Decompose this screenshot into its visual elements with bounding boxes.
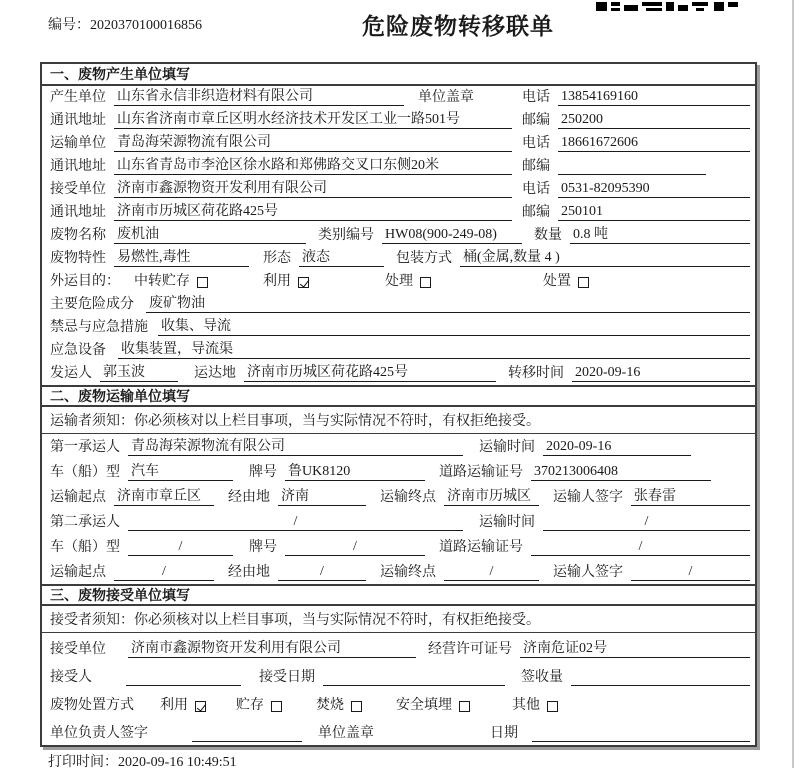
carrier1-origin-field: 济南市章丘区 xyxy=(114,485,214,506)
print-time-value: 2020-09-16 10:49:51 xyxy=(118,755,237,768)
waste-form-field: 液态 xyxy=(299,246,384,267)
carrier1-vehicle-label: 车（船）型 xyxy=(50,465,120,480)
purpose-option-utilize xyxy=(263,270,309,290)
transfer-time-label: 转移时间 xyxy=(508,366,564,381)
producer-label: 产生单位 xyxy=(50,90,106,105)
producer-address-label: 通讯地址 xyxy=(50,113,106,128)
receiver-address-label: 通讯地址 xyxy=(50,205,106,220)
row-acceptor xyxy=(42,661,755,689)
accept-date-label: 接受日期 xyxy=(259,670,315,685)
checkbox-label: 利用 xyxy=(263,274,291,289)
producer-address-field: 山东省济南市章丘区明水经济技术开发区工业一路501号 xyxy=(114,108,512,129)
carrier2-time-label: 运输时间 xyxy=(479,515,535,530)
row-emergency-measures xyxy=(42,316,755,339)
unit-seal-label: 单位盖章 xyxy=(418,90,474,105)
purpose-option-dispose xyxy=(543,270,589,290)
row-carrier2-vehicle xyxy=(42,534,755,559)
row-waste-traits xyxy=(42,247,755,270)
disposal-option-utilize xyxy=(160,694,206,714)
carrier2-vehicle-field: / xyxy=(128,539,233,556)
disposal-label: 废物处置方式 xyxy=(50,698,134,713)
section1-header: 一、废物产生单位填写 xyxy=(42,64,755,86)
receipt-qty-label: 签收量 xyxy=(521,670,563,685)
section-transport xyxy=(42,385,755,584)
receiver-address-field: 济南市历城区荷花路425号 xyxy=(114,200,512,221)
carrier1-time-label: 运输时间 xyxy=(479,440,535,455)
acceptor-field xyxy=(126,685,241,686)
unit-seal2-label: 单位盖章 xyxy=(318,726,374,741)
carrier1-sign-field: 张春雷 xyxy=(631,485,750,506)
producer-name-field: 山东省永信非织造材料有限公司 xyxy=(114,85,404,106)
carrier1-sign-label: 运输人签字 xyxy=(553,490,623,505)
purpose-option-treat xyxy=(385,270,431,290)
carrier1-via-field: 济南 xyxy=(278,485,366,506)
checkbox-label: 焚烧 xyxy=(316,698,344,713)
transfer-time-field: 2020-09-16 xyxy=(572,365,750,382)
carrier1-time-field: 2020-09-16 xyxy=(543,439,691,456)
hazard-label: 主要危险成分 xyxy=(50,297,134,312)
transporter-zip-field xyxy=(558,174,706,175)
waste-traits-label: 废物特性 xyxy=(50,251,106,266)
carrier1-plate-label: 牌号 xyxy=(249,465,277,480)
carrier2-label: 第二承运人 xyxy=(50,515,120,530)
carrier2-plate-label: 牌号 xyxy=(249,540,277,555)
hazard-field: 废矿物油 xyxy=(146,292,750,313)
print-time-row xyxy=(48,751,237,768)
row-dispatch xyxy=(42,362,755,385)
section3-header: 三、废物接受单位填写 xyxy=(42,584,755,606)
waste-qty-field: 0.8 吨 xyxy=(570,223,750,244)
row-carrier2-route xyxy=(42,559,755,584)
disposal-option-landfill xyxy=(396,694,470,714)
row-carrier1-vehicle xyxy=(42,459,755,484)
carrier2-via-label: 经由地 xyxy=(228,565,270,580)
row-carrier2-name xyxy=(42,509,755,534)
receiver-notice: 接受者须知：你必须核对以上栏目事项，当与实际情况不符时，有权拒绝接受。 xyxy=(42,606,755,633)
producer-zip-field: 250200 xyxy=(558,112,750,129)
packing-label: 包装方式 xyxy=(396,251,452,266)
transporter-notice: 运输者须知：你必须核对以上栏目事项，当与实际情况不符时，有权拒绝接受。 xyxy=(42,407,755,434)
carrier1-dest-label: 运输终点 xyxy=(380,490,436,505)
waste-category-field: HW08(900-249-08) xyxy=(382,227,522,244)
measures-field: 收集、导流 xyxy=(158,315,750,336)
checkbox-label: 利用 xyxy=(160,698,188,713)
purpose-label: 外运目的： xyxy=(50,274,120,289)
checkbox-icon xyxy=(578,277,589,288)
page-edge-divider xyxy=(792,0,794,768)
row-carrier1-name xyxy=(42,434,755,459)
responsible-sign-field xyxy=(192,741,302,742)
checkbox-label: 处理 xyxy=(385,274,413,289)
producer-zip-label: 邮编 xyxy=(522,113,550,128)
purpose-option-storage xyxy=(134,270,208,290)
carrier2-sign-label: 运输人签字 xyxy=(553,565,623,580)
disposal-option-other xyxy=(512,694,558,714)
row-carrier1-route xyxy=(42,484,755,509)
form-table xyxy=(40,62,757,747)
checkbox-icon xyxy=(195,701,206,712)
carrier2-name-field: / xyxy=(128,514,463,531)
measures-label: 禁忌与应急措施 xyxy=(50,320,148,335)
checkbox-icon xyxy=(547,701,558,712)
carrier2-dest-field: / xyxy=(444,564,539,581)
waste-traits-field: 易燃性,毒性 xyxy=(114,246,249,267)
row-disposal-method xyxy=(42,689,755,717)
row-waste-name xyxy=(42,224,755,247)
checkbox-label: 贮存 xyxy=(236,698,264,713)
destination-field: 济南市历城区荷花路425号 xyxy=(244,361,496,382)
carrier2-license-label: 道路运输证号 xyxy=(439,540,523,555)
carrier2-sign-field: / xyxy=(631,564,750,581)
receiver-zip-label: 邮编 xyxy=(522,205,550,220)
page-title: 危险废物转移联单 xyxy=(362,14,554,39)
section-producer xyxy=(42,64,755,385)
receipt-qty-field xyxy=(571,685,750,686)
responsible-sign-label: 单位负责人签字 xyxy=(50,726,148,741)
sign-date-field xyxy=(532,741,750,742)
transporter-name-field: 青岛海荣源物流有限公司 xyxy=(114,131,512,152)
transporter-zip-label: 邮编 xyxy=(522,159,550,174)
carrier2-dest-label: 运输终点 xyxy=(380,565,436,580)
row-producer-address xyxy=(42,109,755,132)
receive-unit-field: 济南市鑫源物资开发利用有限公司 xyxy=(128,637,416,658)
carrier1-origin-label: 运输起点 xyxy=(50,490,106,505)
checkbox-label: 其他 xyxy=(512,698,540,713)
carrier2-plate-field: / xyxy=(285,539,425,556)
transporter-address-field: 山东省青岛市李沧区徐水路和郑佛路交叉口东侧20米 xyxy=(114,154,512,175)
checkbox-label: 安全填埋 xyxy=(396,698,452,713)
carrier1-label: 第一承运人 xyxy=(50,440,120,455)
carrier2-origin-field: / xyxy=(114,564,214,581)
carrier1-license-field: 370213006408 xyxy=(531,464,711,481)
receiver-phone-label: 电话 xyxy=(522,182,550,197)
permit-field: 济南危证02号 xyxy=(520,637,750,658)
checkbox-label: 处置 xyxy=(543,274,571,289)
serial-label: 编号： xyxy=(48,18,90,33)
disposal-option-incinerate xyxy=(316,694,362,714)
carrier1-vehicle-field: 汽车 xyxy=(128,460,233,481)
waste-name-label: 废物名称 xyxy=(50,228,106,243)
accept-date-field xyxy=(323,685,505,686)
receiver-label: 接受单位 xyxy=(50,182,106,197)
checkbox-icon xyxy=(459,701,470,712)
receiver-zip-field: 250101 xyxy=(558,204,750,221)
row-receiver-unit xyxy=(42,178,755,201)
checkbox-icon xyxy=(420,277,431,288)
document-header xyxy=(40,8,756,38)
checkbox-icon xyxy=(351,701,362,712)
carrier2-origin-label: 运输起点 xyxy=(50,565,106,580)
equipment-field: 收集装置，导流渠 xyxy=(118,338,750,359)
transporter-label: 运输单位 xyxy=(50,136,106,151)
row-producer-unit xyxy=(42,86,755,109)
receiver-phone-field: 0531-82095390 xyxy=(558,181,750,198)
transporter-address-label: 通讯地址 xyxy=(50,159,106,174)
row-transfer-purpose xyxy=(42,270,755,293)
row-hazard-components xyxy=(42,293,755,316)
sender-label: 发运人 xyxy=(50,366,92,381)
row-responsible-signature xyxy=(42,717,755,745)
acceptor-label: 接受人 xyxy=(50,670,92,685)
carrier1-plate-field: 鲁UK8120 xyxy=(285,460,425,481)
destination-label: 运达地 xyxy=(194,366,236,381)
carrier1-name-field: 青岛海荣源物流有限公司 xyxy=(128,435,463,456)
carrier1-via-label: 经由地 xyxy=(228,490,270,505)
producer-phone-field: 13854169160 xyxy=(558,89,750,106)
transporter-phone-label: 电话 xyxy=(522,136,550,151)
row-receiver-address xyxy=(42,201,755,224)
equipment-label: 应急设备 xyxy=(50,343,106,358)
serial-number: 2020370100016856 xyxy=(90,18,202,33)
checkbox-icon xyxy=(271,701,282,712)
permit-label: 经营许可证号 xyxy=(428,642,512,657)
row-transporter-unit xyxy=(42,132,755,155)
transporter-phone-field: 18661672606 xyxy=(558,135,750,152)
receiver-name-field: 济南市鑫源物资开发利用有限公司 xyxy=(114,177,512,198)
checkbox-label: 中转贮存 xyxy=(134,274,190,289)
carrier2-vehicle-label: 车（船）型 xyxy=(50,540,120,555)
packing-field: 桶(金属,数量 4 ) xyxy=(460,246,750,267)
waste-form-label: 形态 xyxy=(263,251,291,266)
carrier1-dest-field: 济南市历城区 xyxy=(444,485,539,506)
row-receive-unit xyxy=(42,633,755,661)
section2-header: 二、废物运输单位填写 xyxy=(42,385,755,407)
checkbox-icon xyxy=(298,277,309,288)
section-receive xyxy=(42,584,755,745)
sender-field: 郭玉波 xyxy=(100,361,178,382)
carrier1-license-label: 道路运输证号 xyxy=(439,465,523,480)
receive-unit-label: 接受单位 xyxy=(50,642,106,657)
producer-phone-label: 电话 xyxy=(522,90,550,105)
disposal-option-store xyxy=(236,694,282,714)
carrier2-via-field: / xyxy=(278,564,366,581)
row-emergency-equipment xyxy=(42,339,755,362)
waste-category-label: 类别编号 xyxy=(318,228,374,243)
waste-qty-label: 数量 xyxy=(534,228,562,243)
carrier2-license-field: / xyxy=(531,539,750,556)
print-time-label: 打印时间： xyxy=(48,755,118,768)
checkbox-icon xyxy=(197,277,208,288)
sign-date-label: 日期 xyxy=(490,726,518,741)
row-transporter-address xyxy=(42,155,755,178)
carrier2-time-field: / xyxy=(543,514,750,531)
waste-name-field: 废机油 xyxy=(114,223,306,244)
